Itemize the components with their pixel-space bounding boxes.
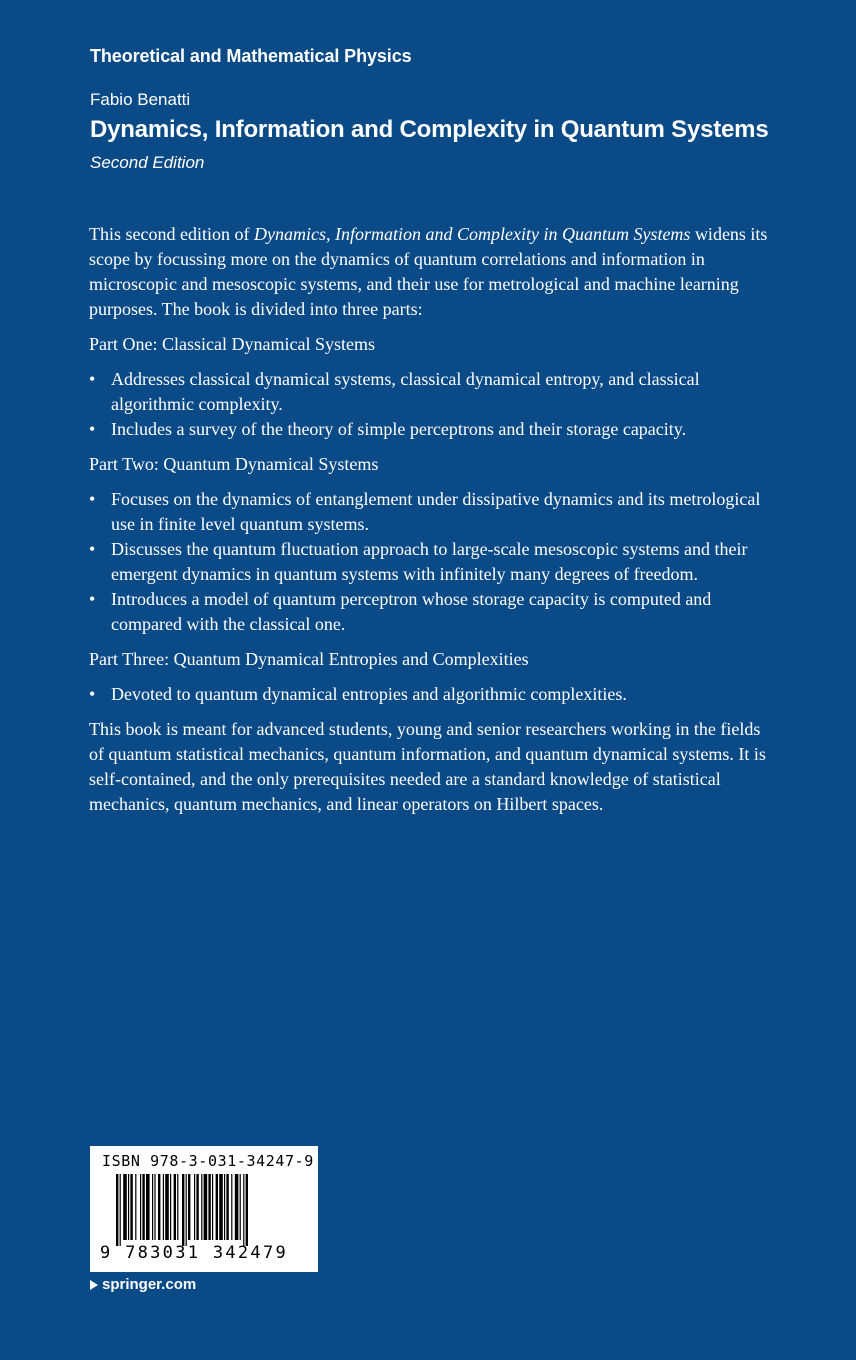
barcode-bar	[188, 1174, 190, 1240]
intro-rest: widens its scope by focussing more on the dynamics of quantum correlations and information in microscopic and mesoscopic systems, and their use for metrological and machine learning purposes. The book is divided into three parts:	[89, 224, 768, 319]
blurb	[89, 222, 779, 827]
barcode-bar	[231, 1174, 232, 1240]
barcode-bar	[204, 1174, 208, 1240]
barcode-bar	[128, 1174, 129, 1240]
intro-book-title: Dynamics, Information and Complexity in Quantum Systems	[253, 224, 691, 244]
part-heading: Part One: Classical Dynamical Systems	[89, 334, 375, 354]
series-name: Theoretical and Mathematical Physics	[90, 46, 412, 66]
part-bullets	[89, 682, 779, 707]
barcode-bar	[142, 1174, 144, 1240]
barcode-bar	[158, 1174, 160, 1240]
barcode-bar	[226, 1174, 228, 1240]
part-bullets	[89, 367, 779, 442]
part-heading: Part Two: Quantum Dynamical Systems	[89, 454, 379, 474]
barcode-bar	[235, 1174, 239, 1240]
barcode-bar	[219, 1174, 223, 1240]
barcode-bar	[140, 1174, 141, 1240]
isbn-barcode	[90, 1146, 318, 1272]
bullet-item: • Includes a survey of the theory of simple perceptrons and their storage capacity.	[89, 417, 779, 442]
intro-paragraph	[89, 222, 779, 322]
barcode-bar	[182, 1174, 184, 1246]
part-heading: Part Three: Quantum Dynamical Entropies and Complexities	[89, 649, 529, 669]
barcode-bar	[216, 1174, 218, 1240]
barcode-digits: 9 783031 342479	[100, 1243, 289, 1263]
barcode-bar	[165, 1174, 169, 1240]
book-title: Dynamics, Information and Complexity in Quantum Systems	[90, 116, 769, 143]
barcode-bar	[240, 1174, 241, 1240]
publisher-link-text: springer.com	[102, 1276, 197, 1293]
barcode-bar	[116, 1174, 118, 1246]
barcode-bar	[123, 1174, 127, 1240]
barcode-bar	[194, 1174, 195, 1240]
barcode-bar	[243, 1174, 244, 1246]
part-bullets	[89, 487, 779, 637]
bullet-item: • Devoted to quantum dynamical entropies and algorithmic complexities.	[89, 682, 779, 707]
author-name: Fabio Benatti	[90, 90, 191, 109]
barcode-bar	[174, 1174, 176, 1240]
barcode-bar	[186, 1174, 187, 1246]
barcode-bar	[196, 1174, 198, 1240]
arrow-right-icon	[90, 1280, 98, 1290]
bullet-item: • Addresses classical dynamical systems, classical dynamical entropy, and classical algorithmic complexity.	[89, 367, 779, 417]
isbn-label: ISBN 978-3-031-34247-9	[102, 1152, 314, 1170]
bullet-item: • Discusses the quantum fluctuation approach to large-scale mesoscopic systems and their emergent dynamics in quantum systems with infinitely many degrees of freedom.	[89, 537, 779, 587]
barcode-bars	[116, 1174, 292, 1246]
barcode-bar	[154, 1174, 155, 1240]
barcode-bar	[135, 1174, 136, 1240]
barcode-bar	[208, 1174, 210, 1240]
barcode-bar	[130, 1174, 132, 1240]
barcode-bar	[120, 1174, 121, 1246]
publisher-link[interactable]	[90, 1276, 196, 1293]
barcode-bar	[163, 1174, 164, 1240]
intro-lead: This second edition of	[89, 224, 254, 244]
closing-paragraph: This book is meant for advanced students, young and senior researchers working in the fields of quantum statistical mechanics, quantum information, and quantum dynamical systems. It is self-contained, and the only prerequisites needed are a standard knowledge of statistical mechanics, quantum mechanics, and linear operators on Hilbert spaces.	[89, 719, 766, 814]
bullet-item: • Focuses on the dynamics of entanglement under dissipative dynamics and its metrological use in finite level quantum systems.	[89, 487, 779, 537]
barcode-bar	[246, 1174, 248, 1246]
barcode-bar	[212, 1174, 213, 1240]
edition-label: Second Edition	[90, 153, 205, 172]
barcode-bar	[146, 1174, 150, 1240]
barcode-bar	[177, 1174, 178, 1240]
barcode-bar	[224, 1174, 225, 1240]
barcode-bar	[201, 1174, 202, 1240]
barcode-bar	[152, 1174, 153, 1240]
barcode-bar	[170, 1174, 171, 1240]
bullet-item: • Introduces a model of quantum perceptron whose storage capacity is computed and compared with the classical one.	[89, 587, 779, 637]
